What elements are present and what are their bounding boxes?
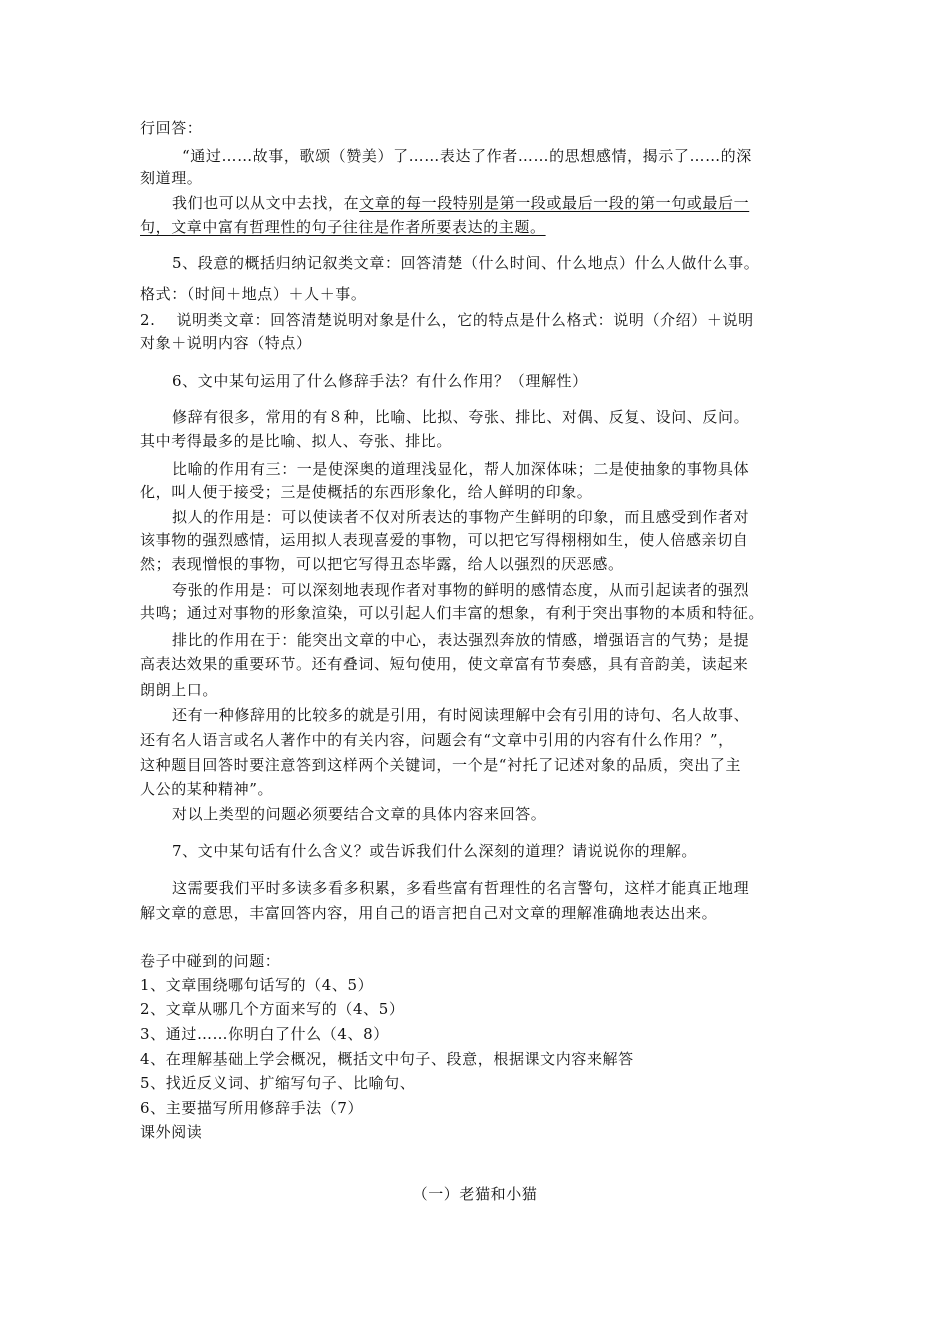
list-item: 1、文章围绕哪句话写的（4、5） [140, 976, 374, 994]
text-line: 夸张的作用是：可以深刻地表现作者对事物的鲜明的感情态度，从而引起读者的强烈 [172, 581, 750, 599]
text-line: 还有名人语言或名人著作中的有关内容，问题会有“文章中引用的内容有什么作用？”， [140, 731, 734, 749]
underlined-text: 文章的每一段特别是第一段或最后一段的第一句或最后一 [359, 194, 750, 212]
text-line: 朗朗上口。 [140, 681, 219, 699]
text-line: 这种题目回答时要注意答到这样两个关键词，一个是“衬托了记述对象的品质，突出了主 [140, 756, 742, 774]
text-line: 高表达效果的重要环节。还有叠词、短句使用，使文章富有节奏感，具有音韵美，读起来 [140, 655, 749, 673]
underlined-text: 句，文章中富有哲理性的句子往往是作者所要表达的主题。 [140, 218, 546, 236]
text-line: 刻道理。 [140, 169, 203, 187]
text-line: 对象＋说明内容（特点） [140, 334, 312, 352]
text-line: 然；表现憎恨的事物，可以把它写得丑态毕露，给人以强烈的厌恶感。 [140, 555, 624, 573]
text-line: 行回答： [140, 119, 203, 137]
text-line: 共鸣；通过对事物的形象渲染，可以引起人们丰富的想象，有利于突出事物的本质和特征。 [140, 604, 765, 622]
text-line: 修辞有很多，常用的有８种，比喻、比拟、夸张、排比、对偶、反复、设问、反问。 [172, 408, 750, 426]
list-item: 2、文章从哪几个方面来写的（4、5） [140, 1000, 405, 1018]
list-item: 6、主要描写所用修辞手法（7） [140, 1099, 364, 1117]
text-line: 其中考得最多的是比喻、拟人、夸张、排比。 [140, 432, 453, 450]
text-line: 拟人的作用是：可以使读者不仅对所表达的事物产生鲜明的印象，而且感受到作者对 [172, 508, 750, 526]
section-heading: 6、文中某句运用了什么修辞手法？有什么作用？（理解性） [172, 372, 588, 390]
text-line: 人公的某种精神”。 [140, 780, 274, 798]
text-line: 还有一种修辞用的比较多的就是引用，有时阅读理解中会有引用的诗句、名人故事、 [172, 706, 750, 724]
text-line: 这需要我们平时多读多看多积累，多看些富有哲理性的名言警句，这样才能真正地理 [172, 879, 750, 897]
list-item: 3、通过……你明白了什么（4、8） [140, 1025, 389, 1043]
text-line: 课外阅读 [140, 1123, 203, 1141]
text-line: 对以上类型的问题必须要结合文章的具体内容来回答。 [172, 805, 547, 823]
list-item: 4、在理解基础上学会概况，概括文中句子、段意，根据课文内容来解答 [140, 1050, 634, 1068]
list-item: 5、找近反义词、扩缩写句子、比喻句、 [140, 1074, 416, 1092]
text-line: 该事物的强烈感情，运用拟人表现喜爱的事物，可以把它写得栩栩如生，使人倍感亲切自 [140, 531, 749, 549]
text-line: 排比的作用在于：能突出文章的中心，表达强烈奔放的情感，增强语言的气势；是提 [172, 631, 750, 649]
list-heading: 卷子中碰到的问题： [140, 952, 281, 970]
section-heading: 5、段意的概括归纳记叙类文章：回答清楚（什么时间、什么地点）什么人做什么事。 [172, 254, 760, 272]
text-line: “通过……故事，歌颂（赞美）了……表达了作者……的思想感情，揭示了……的深 [182, 147, 752, 165]
text-line: 化，叫人便于接受；三是使概括的东西形象化，给人鲜明的印象。 [140, 483, 593, 501]
text-line: 解文章的意思，丰富回答内容，用自己的语言把自己对文章的理解准确地表达出来。 [140, 904, 718, 922]
text-line [172, 193, 749, 213]
text-line: 2. 说明类文章：回答清楚说明对象是什么，它的特点是什么格式：说明（介绍）＋说明 [140, 311, 754, 329]
text-line: 格式：（时间＋地点）＋人＋事。 [140, 285, 367, 303]
text-line: 比喻的作用有三：一是使深奥的道理浅显化，帮人加深体味；二是使抽象的事物具体 [172, 460, 750, 478]
section-title: （一）老猫和小猫 [412, 1185, 538, 1203]
text-segment: 我们也可以从文中去找，在 [172, 194, 360, 212]
section-heading: 7、文中某句话有什么含义？或告诉我们什么深刻的道理？请说说你的理解。 [172, 842, 697, 860]
